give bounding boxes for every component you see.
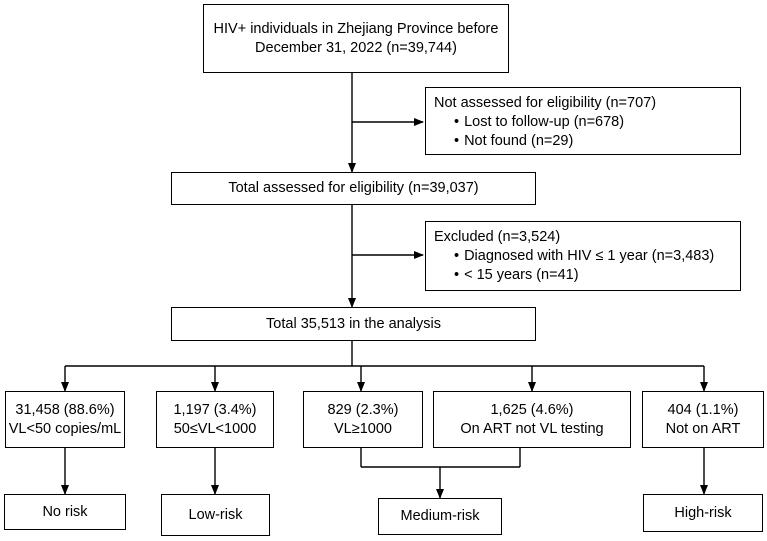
box-high-risk bbox=[643, 494, 763, 532]
excluded-item: • < 15 years (n=41) bbox=[434, 266, 740, 285]
not-assessed-title: Not assessed for eligibility (n=707) bbox=[434, 95, 657, 111]
box-group-vl-above-1000 bbox=[303, 391, 423, 448]
box-group-no-vl-testing bbox=[433, 391, 631, 448]
risk-label: High-risk bbox=[674, 504, 732, 521]
box-not-assessed bbox=[425, 87, 741, 155]
not-assessed-item: • Lost to follow-up (n=678) bbox=[434, 113, 740, 132]
box-group-not-on-art bbox=[642, 391, 764, 448]
group-label: 50≤VL<1000 bbox=[173, 420, 257, 437]
box-analysis bbox=[171, 307, 536, 341]
box-low-risk bbox=[161, 494, 270, 536]
group-label: Not on ART bbox=[665, 420, 741, 437]
box-assessed bbox=[171, 172, 536, 205]
box-no-risk bbox=[4, 494, 126, 530]
group-label: On ART not VL testing bbox=[460, 420, 604, 437]
box-medium-risk bbox=[378, 498, 502, 535]
risk-label: Medium-risk bbox=[400, 508, 480, 524]
risk-label: Low-risk bbox=[188, 506, 243, 523]
risk-label: No risk bbox=[42, 503, 88, 520]
group-label: VL<50 copies/mL bbox=[8, 420, 122, 437]
group-count: 404 (1.1%) bbox=[667, 401, 739, 418]
population-line2: December 31, 2022 (n=39,744) bbox=[255, 39, 457, 56]
group-count: 1,625 (4.6%) bbox=[490, 401, 574, 418]
group-count: 31,458 (88.6%) bbox=[15, 401, 115, 418]
box-excluded bbox=[425, 221, 741, 291]
population-line1: HIV+ individuals in Zhejiang Province before bbox=[213, 20, 499, 37]
not-assessed-item: • Not found (n=29) bbox=[434, 132, 740, 151]
box-group-vl-below-50 bbox=[5, 391, 125, 448]
box-hiv-population bbox=[203, 4, 509, 73]
excluded-title: Excluded (n=3,524) bbox=[434, 229, 561, 245]
assessed-label: Total assessed for eligibility (n=39,037) bbox=[228, 180, 479, 196]
group-count: 1,197 (3.4%) bbox=[173, 401, 257, 418]
group-label: VL≥1000 bbox=[334, 420, 392, 437]
box-group-vl-50-1000 bbox=[156, 391, 274, 448]
excluded-item: • Diagnosed with HIV ≤ 1 year (n=3,483) bbox=[434, 247, 740, 266]
analysis-label: Total 35,513 in the analysis bbox=[266, 315, 441, 332]
group-count: 829 (2.3%) bbox=[327, 401, 399, 418]
